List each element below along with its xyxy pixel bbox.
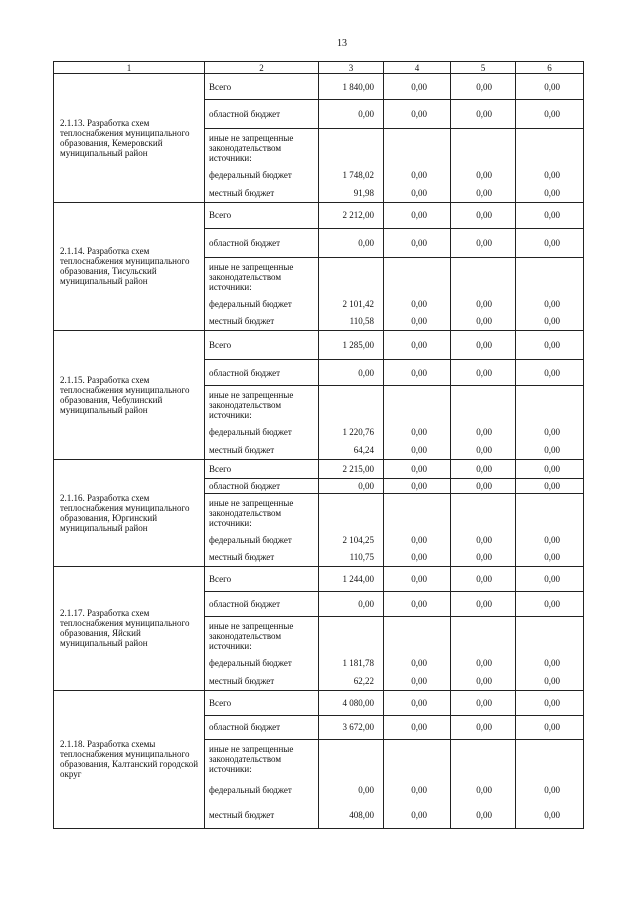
column-header: 4 (384, 62, 451, 74)
value-cell: 0,00 (384, 478, 451, 493)
value-cell: 0,00 (319, 100, 384, 129)
program-title: 2.1.15. Разработка схем теплоснабжения муниципального образования, Чебулинский муниципальный район (54, 331, 205, 460)
empty-cell (516, 739, 584, 777)
value-cell: 0,00 (516, 690, 584, 715)
value-cell: 0,00 (451, 459, 516, 478)
value-cell: 0,00 (451, 202, 516, 228)
column-header: 3 (319, 62, 384, 74)
empty-cell (451, 386, 516, 424)
value-cell: 0,00 (384, 777, 451, 803)
empty-cell (319, 129, 384, 167)
value-cell: 0,00 (451, 654, 516, 672)
source-label: Всего (205, 567, 319, 592)
source-label: местный бюджет (205, 441, 319, 459)
funding-table (53, 61, 584, 829)
value-cell: 0,00 (451, 803, 516, 829)
value-cell: 0,00 (384, 166, 451, 184)
program-title: 2.1.17. Разработка схем теплоснабжения муниципального образования, Яйский муниципальный район (54, 567, 205, 691)
value-cell: 0,00 (451, 228, 516, 257)
source-label: иные не запрещенные законодательством источники: (205, 257, 319, 295)
value-cell: 0,00 (384, 715, 451, 739)
source-label: местный бюджет (205, 803, 319, 829)
value-cell: 0,00 (516, 715, 584, 739)
value-cell: 0,00 (384, 423, 451, 441)
value-cell: 62,22 (319, 672, 384, 690)
empty-cell (384, 493, 451, 531)
page-number: 13 (337, 38, 347, 49)
value-cell: 2 101,42 (319, 295, 384, 313)
value-cell: 0,00 (451, 166, 516, 184)
column-header: 2 (205, 62, 319, 74)
source-label: федеральный бюджет (205, 531, 319, 549)
source-label: местный бюджет (205, 672, 319, 690)
empty-cell (451, 257, 516, 295)
value-cell: 110,75 (319, 549, 384, 567)
source-label: иные не запрещенные законодательством источники: (205, 739, 319, 777)
source-label: федеральный бюджет (205, 295, 319, 313)
empty-cell (384, 739, 451, 777)
value-cell: 0,00 (451, 690, 516, 715)
value-cell: 0,00 (516, 184, 584, 202)
value-cell: 0,00 (319, 228, 384, 257)
empty-cell (516, 386, 584, 424)
empty-cell (319, 617, 384, 655)
funding-row (54, 459, 584, 478)
value-cell: 0,00 (451, 360, 516, 386)
value-cell: 0,00 (516, 567, 584, 592)
column-header: 6 (516, 62, 584, 74)
value-cell: 0,00 (451, 441, 516, 459)
source-label: иные не запрещенные законодательством источники: (205, 386, 319, 424)
value-cell: 0,00 (516, 478, 584, 493)
value-cell: 0,00 (516, 803, 584, 829)
funding-row (54, 331, 584, 360)
value-cell: 0,00 (384, 295, 451, 313)
source-label: Всего (205, 74, 319, 100)
value-cell: 0,00 (384, 313, 451, 331)
value-cell: 2 212,00 (319, 202, 384, 228)
empty-cell (319, 739, 384, 777)
value-cell: 91,98 (319, 184, 384, 202)
value-cell: 0,00 (451, 423, 516, 441)
source-label: иные не запрещенные законодательством источники: (205, 493, 319, 531)
value-cell: 0,00 (451, 777, 516, 803)
source-label: Всего (205, 331, 319, 360)
value-cell: 0,00 (451, 715, 516, 739)
value-cell: 64,24 (319, 441, 384, 459)
source-label: областной бюджет (205, 100, 319, 129)
value-cell: 408,00 (319, 803, 384, 829)
value-cell: 0,00 (384, 100, 451, 129)
value-cell: 1 181,78 (319, 654, 384, 672)
value-cell: 0,00 (384, 202, 451, 228)
value-cell: 0,00 (384, 459, 451, 478)
empty-cell (516, 617, 584, 655)
program-title: 2.1.18. Разработка схемы теплоснабжения муниципального образования, Калтанский городской округ (54, 690, 205, 829)
value-cell: 0,00 (451, 313, 516, 331)
source-label: Всего (205, 690, 319, 715)
value-cell: 2 104,25 (319, 531, 384, 549)
source-label: федеральный бюджет (205, 654, 319, 672)
value-cell: 0,00 (384, 690, 451, 715)
value-cell: 0,00 (451, 295, 516, 313)
value-cell: 0,00 (516, 531, 584, 549)
value-cell: 0,00 (384, 184, 451, 202)
value-cell: 4 080,00 (319, 690, 384, 715)
source-label: местный бюджет (205, 184, 319, 202)
source-label: федеральный бюджет (205, 166, 319, 184)
funding-row (54, 74, 584, 100)
value-cell: 0,00 (451, 549, 516, 567)
value-cell: 0,00 (319, 777, 384, 803)
empty-cell (319, 493, 384, 531)
funding-row (54, 690, 584, 715)
column-number-row (54, 62, 584, 74)
empty-cell (319, 386, 384, 424)
value-cell: 0,00 (451, 100, 516, 129)
value-cell: 1 220,76 (319, 423, 384, 441)
value-cell: 110,58 (319, 313, 384, 331)
value-cell: 0,00 (516, 592, 584, 617)
value-cell: 0,00 (384, 360, 451, 386)
value-cell: 0,00 (384, 531, 451, 549)
source-label: областной бюджет (205, 360, 319, 386)
value-cell: 0,00 (516, 459, 584, 478)
empty-cell (451, 617, 516, 655)
value-cell: 0,00 (451, 478, 516, 493)
value-cell: 0,00 (384, 672, 451, 690)
source-label: Всего (205, 202, 319, 228)
empty-cell (451, 129, 516, 167)
empty-cell (319, 257, 384, 295)
value-cell: 0,00 (384, 331, 451, 360)
empty-cell (451, 739, 516, 777)
column-header: 5 (451, 62, 516, 74)
value-cell: 0,00 (319, 478, 384, 493)
value-cell: 0,00 (516, 100, 584, 129)
value-cell: 0,00 (516, 313, 584, 331)
value-cell: 0,00 (451, 567, 516, 592)
value-cell: 0,00 (516, 777, 584, 803)
value-cell: 0,00 (516, 654, 584, 672)
source-label: иные не запрещенные законодательством источники: (205, 129, 319, 167)
value-cell: 0,00 (516, 202, 584, 228)
funding-row (54, 202, 584, 228)
value-cell: 0,00 (451, 531, 516, 549)
empty-cell (384, 129, 451, 167)
value-cell: 2 215,00 (319, 459, 384, 478)
funding-row (54, 567, 584, 592)
value-cell: 0,00 (384, 567, 451, 592)
source-label: областной бюджет (205, 478, 319, 493)
value-cell: 0,00 (384, 74, 451, 100)
column-header: 1 (54, 62, 205, 74)
value-cell: 0,00 (319, 592, 384, 617)
value-cell: 0,00 (384, 803, 451, 829)
value-cell: 1 285,00 (319, 331, 384, 360)
value-cell: 0,00 (384, 654, 451, 672)
value-cell: 0,00 (516, 549, 584, 567)
value-cell: 0,00 (516, 331, 584, 360)
source-label: Всего (205, 459, 319, 478)
source-label: областной бюджет (205, 592, 319, 617)
program-title: 2.1.14. Разработка схем теплоснабжения муниципального образования, Тисульский муниципальный район (54, 202, 205, 331)
source-label: местный бюджет (205, 313, 319, 331)
program-title: 2.1.13. Разработка схем теплоснабжения муниципального образования, Кемеровский муниципальный район (54, 74, 205, 203)
source-label: федеральный бюджет (205, 423, 319, 441)
value-cell: 0,00 (516, 295, 584, 313)
value-cell: 0,00 (451, 74, 516, 100)
source-label: иные не запрещенные законодательством источники: (205, 617, 319, 655)
empty-cell (384, 617, 451, 655)
empty-cell (384, 386, 451, 424)
value-cell: 0,00 (451, 184, 516, 202)
empty-cell (451, 493, 516, 531)
value-cell: 0,00 (516, 672, 584, 690)
value-cell: 0,00 (384, 441, 451, 459)
value-cell: 0,00 (516, 166, 584, 184)
value-cell: 0,00 (384, 592, 451, 617)
empty-cell (516, 257, 584, 295)
value-cell: 1 748,02 (319, 166, 384, 184)
value-cell: 0,00 (516, 423, 584, 441)
empty-cell (516, 129, 584, 167)
value-cell: 0,00 (451, 592, 516, 617)
value-cell: 0,00 (451, 331, 516, 360)
value-cell: 0,00 (516, 441, 584, 459)
source-label: местный бюджет (205, 549, 319, 567)
program-title: 2.1.16. Разработка схем теплоснабжения муниципального образования, Юргинский муниципальный район (54, 459, 205, 567)
value-cell: 0,00 (384, 228, 451, 257)
value-cell: 0,00 (451, 672, 516, 690)
table-body (54, 74, 584, 829)
source-label: областной бюджет (205, 228, 319, 257)
value-cell: 1 244,00 (319, 567, 384, 592)
empty-cell (516, 493, 584, 531)
value-cell: 0,00 (516, 360, 584, 386)
value-cell: 0,00 (319, 360, 384, 386)
value-cell: 0,00 (516, 74, 584, 100)
source-label: областной бюджет (205, 715, 319, 739)
source-label: федеральный бюджет (205, 777, 319, 803)
value-cell: 0,00 (384, 549, 451, 567)
value-cell: 0,00 (516, 228, 584, 257)
value-cell: 1 840,00 (319, 74, 384, 100)
empty-cell (384, 257, 451, 295)
value-cell: 3 672,00 (319, 715, 384, 739)
